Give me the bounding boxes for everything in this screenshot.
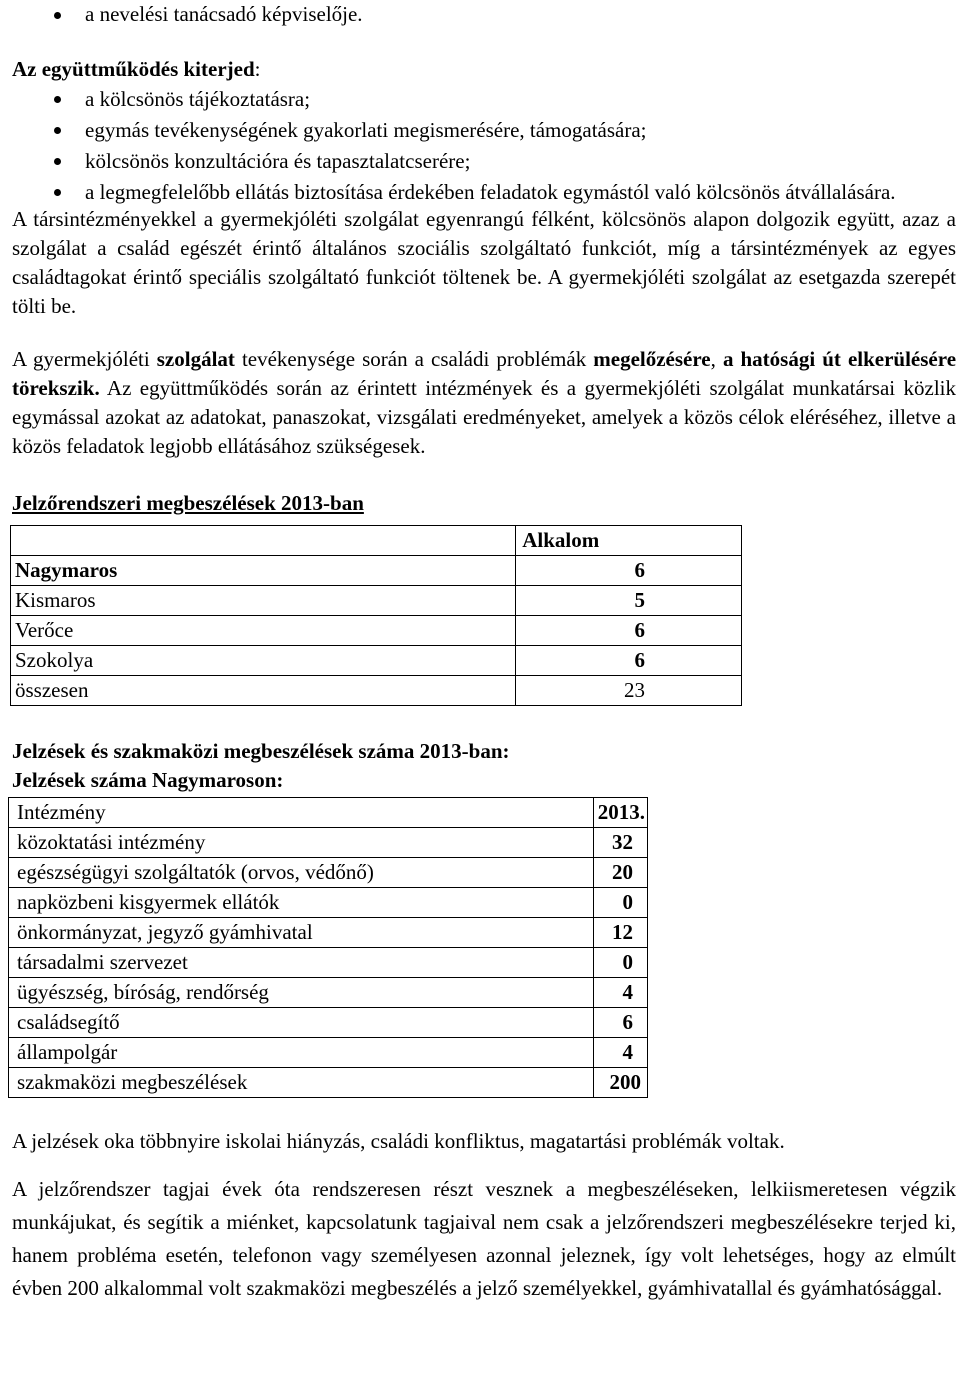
coop-intro-label: Az együttműködés kiterjed — [12, 57, 255, 81]
document-page — [12, 0, 956, 1305]
list-item: egymás tevékenységének gyakorlati megismerésére, támogatására; — [12, 115, 956, 146]
table-header-row — [11, 526, 742, 556]
table-header-row: Intézmény 2013. — [9, 798, 648, 828]
paragraph-signal-system: A jelzőrendszer tagjai évek óta rendszeresen részt vesznek a megbeszéléseken, lelkiismeretesen végzik munkájukat, és segítik a miénket, kapcsolatunk tagjaival nem csak a jelzőrendszeri megbeszélésekre terjed ki, hanem probléma esetén, telefonon vagy személyesen azonnal jeleznek, így volt lehetséges, hogy az elmúlt évben 200 alkalommal volt szakmaközi megbeszélés a jelző személyekkel, gyámhivatallal és gyámhatósággal. — [12, 1177, 956, 1300]
table-row: Verőce 6 — [11, 616, 742, 646]
paragraph-child-welfare: A gyermekjóléti szolgálat tevékenysége során a családi problémák megelőzésére, a hatósági út elkerülésére törekszik. Az együttműködés során az érintett intézmények és a gyermekjóléti szolgálat munkatársai közlik egymással azokat az adatokat, panaszokat, vizsgálati eredményeket, amelyek a közös célok eléréséhez, illetve a közös feladatok legjobb ellátásához szükségesek. — [12, 347, 957, 458]
meetings-table — [10, 525, 742, 706]
table-row: Nagymaros 6 — [11, 556, 742, 586]
table-header-cell: Alkalom — [516, 526, 742, 556]
table-row: összesen 23 — [11, 676, 742, 706]
list-item: a nevelési tanácsadó képviselője. — [12, 0, 956, 29]
signals-subheading: Jelzések száma Nagymaroson: — [12, 768, 284, 792]
list-item: kölcsönös konzultációra és tapasztalatcserére; — [12, 146, 956, 177]
table-row: családsegítő 6 — [9, 1008, 648, 1038]
top-bullet-list — [12, 0, 956, 29]
signals-table — [8, 797, 648, 1098]
table-row: közoktatási intézmény 32 — [9, 828, 648, 858]
paragraph-signal-reasons: A jelzések oka többnyire iskolai hiányzás, családi konfliktus, magatartási problémák voltak. — [12, 1129, 785, 1153]
table-row: Szokolya 6 — [11, 646, 742, 676]
table-row: társadalmi szervezet 0 — [9, 948, 648, 978]
table-row: ügyészség, bíróság, rendőrség 4 — [9, 978, 648, 1008]
list-item: a kölcsönös tájékoztatásra; — [12, 84, 956, 115]
table-row: szakmaközi megbeszélések 200 — [9, 1068, 648, 1098]
table-row: Kismaros 5 — [11, 586, 742, 616]
coop-intro: Az együttműködés kiterjed: — [12, 57, 261, 81]
paragraph-cooperation: A társintézményekkel a gyermekjóléti szolgálat egyenrangú félként, kölcsönös alapon dolgozik együtt, azaz a szolgálat a család egészét érintő általános szociális szolgáltató funkciót, míg a társintézmények az egyes családtagokat érintő speciális szolgáltató funkciót töltenek be. A gyermekjóléti szolgálat az esetgazda szerepét tölti be. — [12, 207, 956, 318]
signals-heading: Jelzések és szakmaközi megbeszélések száma 2013-ban: — [12, 739, 510, 763]
table-row: állampolgár 4 — [9, 1038, 648, 1068]
meetings-heading: Jelzőrendszeri megbeszélések 2013-ban — [12, 491, 364, 515]
coop-list — [12, 84, 956, 208]
table-row: napközbeni kisgyermek ellátók 0 — [9, 888, 648, 918]
list-item: a legmegfelelőbb ellátás biztosítása érdekében feladatok egymástól való kölcsönös átvállalására. — [12, 177, 956, 208]
table-row: önkormányzat, jegyző gyámhivatal 12 — [9, 918, 648, 948]
table-row: egészségügyi szolgáltatók (orvos, védőnő) 20 — [9, 858, 648, 888]
